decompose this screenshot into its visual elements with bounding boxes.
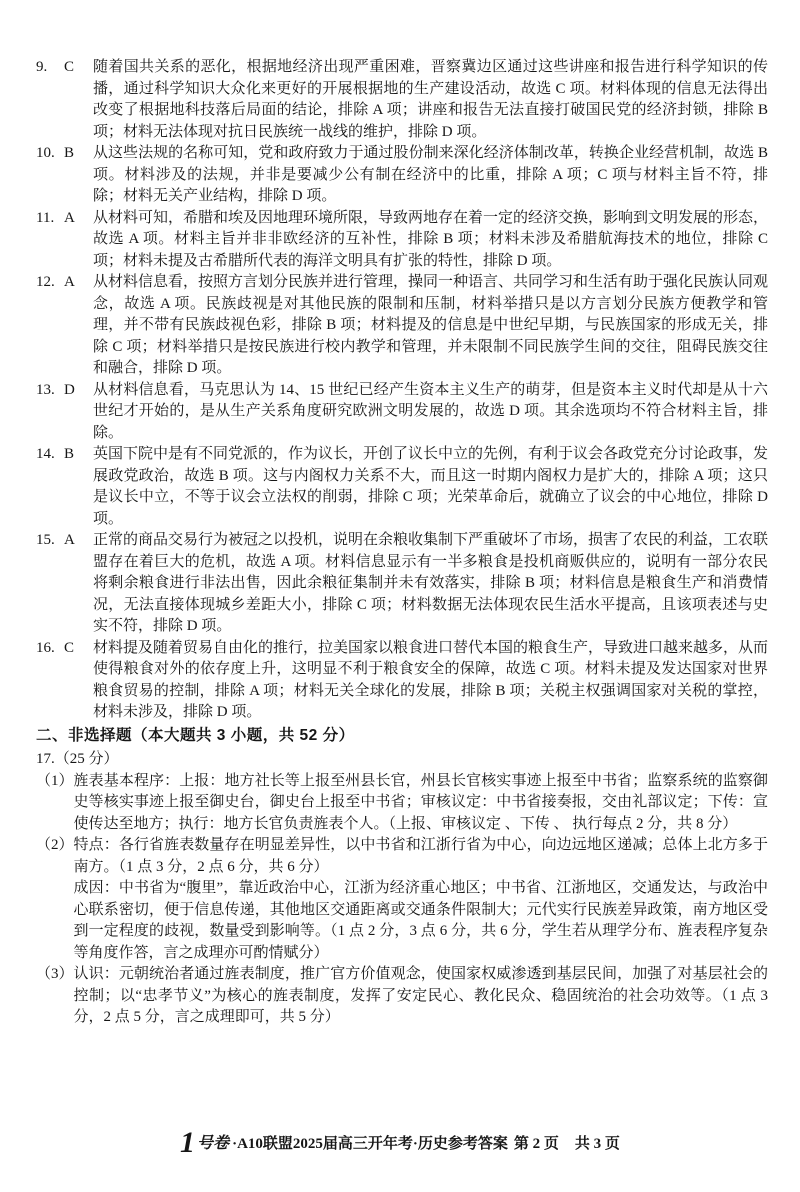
- footer-page-number: 第 2 页: [513, 1136, 559, 1152]
- answer-key-content: [36, 57, 768, 1029]
- answer-letter: A: [64, 532, 75, 548]
- part-answer-paragraph: 旌表基本程序：上报：地方社长等上报至州县长官，州县长官核实事迹上报至中书省；监察系统的监察御史等核实事迹上报至御史台，御史台上报至中书省；审核议定：中书省接奏报，交由礼部议定；下传：宣使传达至地方；执行：地方长官负责旌表个人。（上报、审核议定 、下传 、 执行每点 2 分，共 8 分）: [73, 772, 768, 832]
- answer-explanation: 材料提及随着贸易自由化的推行，拉美国家以粮食进口替代本国的粮食生产，导致进口越来越多，从而使得粮食对外的依存度上升，这明显不利于粮食安全的保障，故选 C 项。材料未提及发达国家对世界粮食贸易的控制，排除 A 项；材料无关全球化的发展，排除 B 项；关税主权强调国家对关税的掌控，材料未涉及，排除 D 项。: [93, 639, 769, 720]
- choice-answer-item-12: [36, 272, 768, 380]
- part-answer-paragraph: 认识：元朝统治者通过旌表制度，推广官方价值观念，使国家权威渗透到基层民间，加强了对基层社会的控制；以“忠孝节义”为核心的旌表制度，发挥了安定民心、教化民众、稳固统治的社会功效等。（1 点 3 分，2 点 5 分，言之成理即可，共 5 分）: [73, 966, 768, 1025]
- question-number: 15.: [36, 532, 55, 548]
- question-number: 14.: [36, 446, 55, 462]
- q17-part-1: [36, 771, 768, 836]
- choice-answer-item-9: [36, 57, 768, 143]
- q17-part-2: [36, 835, 768, 964]
- q17-part-3: [36, 964, 768, 1029]
- part-label: （2）: [36, 837, 74, 853]
- brand-logo: [180, 1126, 232, 1159]
- question-number: 12.: [36, 274, 55, 290]
- question-number: 11.: [36, 209, 55, 226]
- answer-letter: B: [64, 446, 75, 462]
- choice-answer-item-13: [36, 380, 768, 445]
- question-number: 13.: [36, 381, 55, 398]
- part-label: （1）: [36, 772, 74, 789]
- answer-letter: A: [64, 209, 75, 226]
- answer-explanation: 从这些法规的名称可知，党和政府致力于通过股份制来深化经济体制改革，转换企业经营机制，故选 B 项。材料涉及的法规，并非是要减少公有制在经济中的比重，排除 A 项；C 项与材料主旨不符，排除；材料无关产业结构，排除 D 项。: [93, 145, 768, 204]
- page-footer: [0, 1128, 800, 1158]
- part-label: （3）: [36, 966, 74, 982]
- choice-answer-item-11: [36, 208, 768, 273]
- part-answer-paragraph: 特点：各行省旌表数量存在明显差异性，以中书省和江浙行省为中心，向边远地区递减；总体上北方多于南方。（1 点 3 分，2 点 6 分，共 6 分）: [73, 837, 768, 875]
- answer-explanation: 从材料信息看，马克思认为 14、15 世纪已经产生资本主义生产的萌芽，但是资本主义时代却是从十六世纪才开始的，是从生产关系角度研究欧洲文明发展的，故选 D 项。其余选项均不符合材料主旨，排除。: [93, 381, 768, 441]
- question-17-label: 17.（25 分）: [36, 750, 119, 767]
- answer-explanation: 正常的商品交易行为被冠之以投机，说明在余粮收集制下严重破坏了市场，损害了农民的利益，工农联盟存在着巨大的危机，故选 A 项。材料信息显示有一半多粮食是投机商贩供应的，说明有一部分农民将剩余粮食进行非法出售，因此余粮征集制并未有效落实，排除 B 项；材料信息是粮食生产和消费情况，无法直接体现城乡差距大小，排除 C 项；材料数据无法体现农民生活水平提高，且该项表述与史实不符，排除 D 项。: [93, 532, 769, 634]
- part-body: [74, 964, 768, 1029]
- footer-page-total: 共 3 页: [574, 1136, 620, 1152]
- part-body: [74, 771, 768, 836]
- section-two-heading: 二、非选择题（本大题共 3 小题，共 52 分）: [36, 726, 355, 744]
- choice-answer-item-10: [36, 143, 768, 208]
- answer-letter: C: [64, 639, 75, 656]
- answer-explanation: 从材料可知，希腊和埃及因地理环境所限，导致两地存在着一定的经济交换，影响到文明发展的形态，故选 A 项。材料主旨并非非欧经济的互补性，排除 B 项；材料未涉及希腊航海技术的地位，排除 C 项；材料未提及古希腊所代表的海洋文明具有扩张的特性，排除 D 项。: [93, 209, 769, 269]
- brand-logo-number: 1: [180, 1126, 196, 1159]
- choice-answer-item-16: [36, 638, 768, 724]
- answer-letter: C: [64, 59, 75, 75]
- question-number: 9.: [36, 59, 48, 75]
- brand-logo-text: 号卷: [197, 1135, 230, 1152]
- answer-letter: D: [64, 381, 75, 398]
- answer-letter: B: [64, 145, 75, 161]
- part-answer-paragraph: 成因：中书省为“腹里”，靠近政治中心，江浙为经济重心地区；中书省、江浙地区，交通发达，与政治中心联系密切，便于信息传递，其他地区交通距离或交通条件限制大；元代实行民族差异政策，南方地区受到一定程度的歧视，数量受到影响等。（1 点 2 分，3 点 6 分，共 6 分，学生若从理学分布、旌表程序复杂等角度作答，言之成理亦可酌情赋分）: [73, 880, 768, 961]
- choice-answer-item-14: [36, 444, 768, 530]
- answer-letter: A: [64, 274, 75, 290]
- question-number: 10.: [36, 145, 55, 161]
- choice-answer-item-15: [36, 530, 768, 638]
- answer-explanation: 随着国共关系的恶化，根据地经济出现严重困难，晋察冀边区通过这些讲座和报告进行科学知识的传播，通过科学知识大众化来更好的开展根据地的生产建设活动，故选 C 项。材料体现的信息无法得出改变了根据地科技落后局面的结论，排除 A 项；讲座和报告无法直接打破国民党的经济封锁，排除 B 项；材料无法体现对抗日民族统一战线的维护，排除 D 项。: [93, 59, 768, 140]
- answer-explanation: 英国下院中是有不同党派的，作为议长，开创了议长中立的先例，有利于议会各政党充分讨论政事，发展政党政治，故选 B 项。这与内阁权力关系不大，而且这一时期内阁权力是扩大的，排除 A 项；这只是议长中立，不等于议会立法权的削弱，排除 C 项；光荣革命后，就确立了议会的中心地位，排除 D 项。: [93, 446, 769, 527]
- answer-explanation: 从材料信息看，按照方言划分民族并进行管理，操同一种语言、共同学习和生活有助于强化民族认同观念，故选 A 项。民族歧视是对其他民族的限制和压制，材料举措只是以方言划分民族方便教学和管理，并不带有民族歧视色彩，排除 B 项；材料提及的信息是中世纪早期，与民族国家的形成无关，排除 C 项；材料举措只是按民族进行校内教学和管理，并未限制不同民族学生间的交往，阻碍民族交往和融合，排除 D 项。: [93, 274, 769, 376]
- footer-title: ·A10联盟2025届高三开年考·历史参考答案: [232, 1136, 508, 1152]
- part-body: [74, 835, 768, 964]
- question-number: 16.: [36, 639, 55, 656]
